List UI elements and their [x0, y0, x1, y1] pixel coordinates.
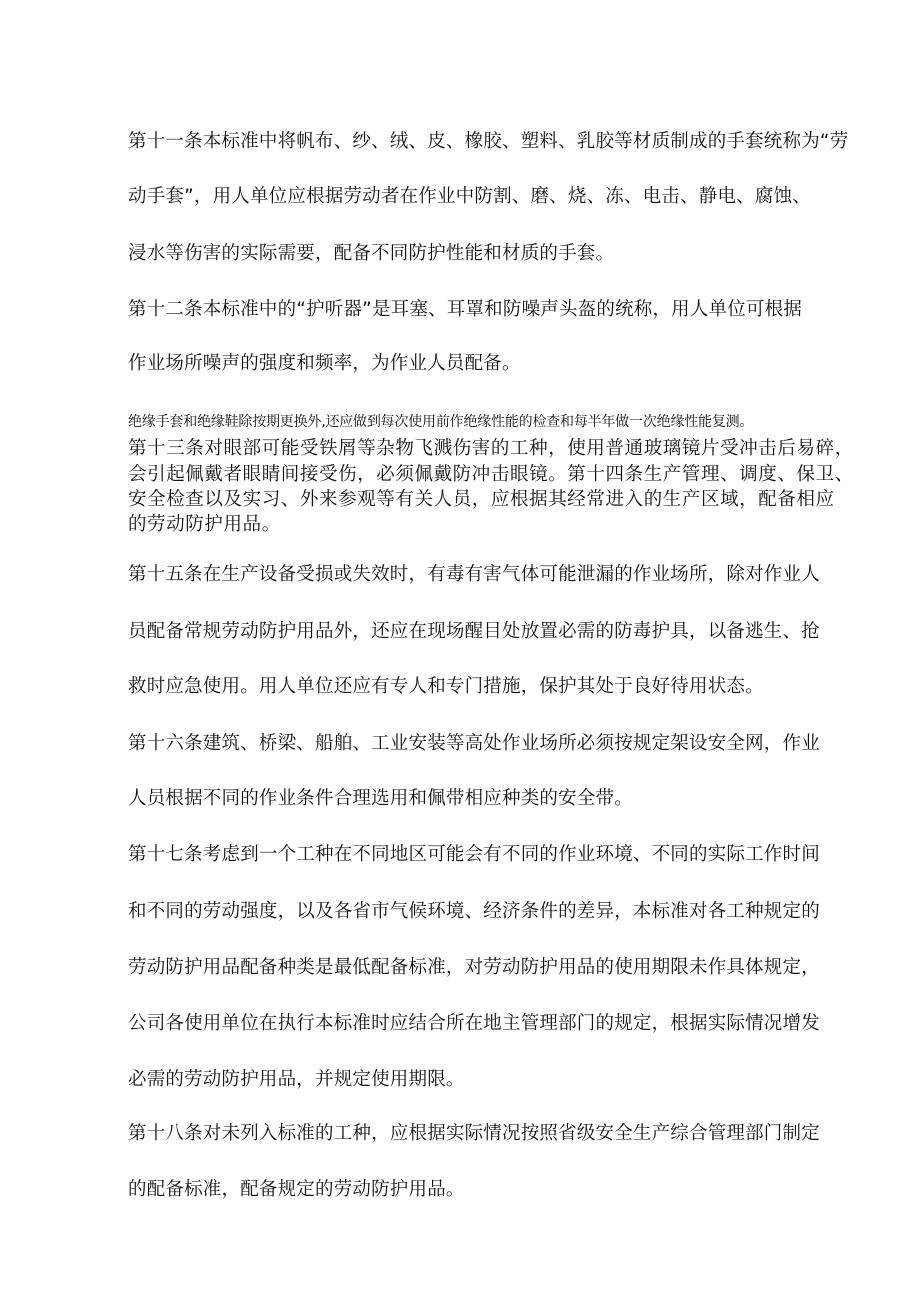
article-17-line-5: 必需的劳动防护用品，并规定使用期限。 [128, 1069, 465, 1090]
article-15-line-1: 第十五条在生产设备受损或失效时，有毒有害气体可能泄漏的作业场所，除对作业人 [128, 564, 820, 585]
article-17-line-3: 劳动防护用品配备种类是最低配备标准，对劳动防护用品的使用期限未作具体规定， [128, 957, 820, 978]
insulation-note: 绝缘手套和绝缘鞋除按期更换外,还应做到每次使用前作绝缘性能的检查和每半年做一次绝缘性能复测。 [128, 414, 754, 430]
article-11-line-1: 第十一条本标准中将帆布、纱、绒、皮、橡胶、塑料、乳胶等材质制成的手套统称为“劳 [128, 131, 849, 152]
article-12-line-2: 作业场所噪声的强度和频率，为作业人员配备。 [128, 353, 521, 374]
article-17-line-2: 和不同的劳动强度，以及各省市气候环境、经济条件的差异，本标准对各工种规定的 [128, 901, 820, 922]
article-12-line-1: 第十二条本标准中的“护听器”是耳塞、耳罩和防噪声头盔的统称，用人单位可根据 [128, 299, 803, 320]
article-11-line-2: 动手套”，用人单位应根据劳动者在作业中防割、磨、烧、冻、电击、静电、腐蚀、 [128, 186, 811, 207]
article-18-line-2: 的配备标准，配备规定的劳动防护用品。 [128, 1179, 465, 1200]
article-16-line-2: 人员根据不同的作业条件合理选用和佩带相应种类的安全带。 [128, 788, 633, 809]
article-13-14-line-3: 安全检查以及实习、外来参观等有关人员，应根据其经常进入的生产区域，配备相应 [128, 489, 835, 510]
article-15-line-2: 员配备常规劳动防护用品外，还应在现场醒目处放置必需的防毒护具，以备逃生、抢 [128, 621, 820, 642]
article-18-line-1: 第十八条对未列入标准的工种，应根据实际情况按照省级安全生产综合管理部门制定 [128, 1123, 820, 1144]
article-13-14-line-1: 第十三条对眼部可能受铁屑等杂物飞溅伤害的工种，使用普通玻璃镜片受冲击后易碎， [128, 438, 854, 459]
article-15-line-3: 救时应急使用。用人单位还应有专人和专门措施，保护其处于良好待用状态。 [128, 676, 764, 697]
article-17-line-1: 第十七条考虑到一个工种在不同地区可能会有不同的作业环境、不同的实际工作时间 [128, 844, 820, 865]
article-17-line-4: 公司各使用单位在执行本标准时应结合所在地主管理部门的规定，根据实际情况增发 [128, 1013, 820, 1034]
article-13-14-line-2: 会引起佩戴者眼睛间接受伤，必须佩戴防冲击眼镜。第十四条生产管理、调度、保卫、 [128, 464, 854, 485]
article-13-14-line-4: 的劳动防护用品。 [128, 514, 281, 535]
article-11-line-3: 浸水等伤害的实际需要，配备不同防护性能和材质的手套。 [128, 243, 615, 264]
article-16-line-1: 第十六条建筑、桥梁、船舶、工业安装等高处作业场所必须按规定架设安全网，作业 [128, 733, 820, 754]
